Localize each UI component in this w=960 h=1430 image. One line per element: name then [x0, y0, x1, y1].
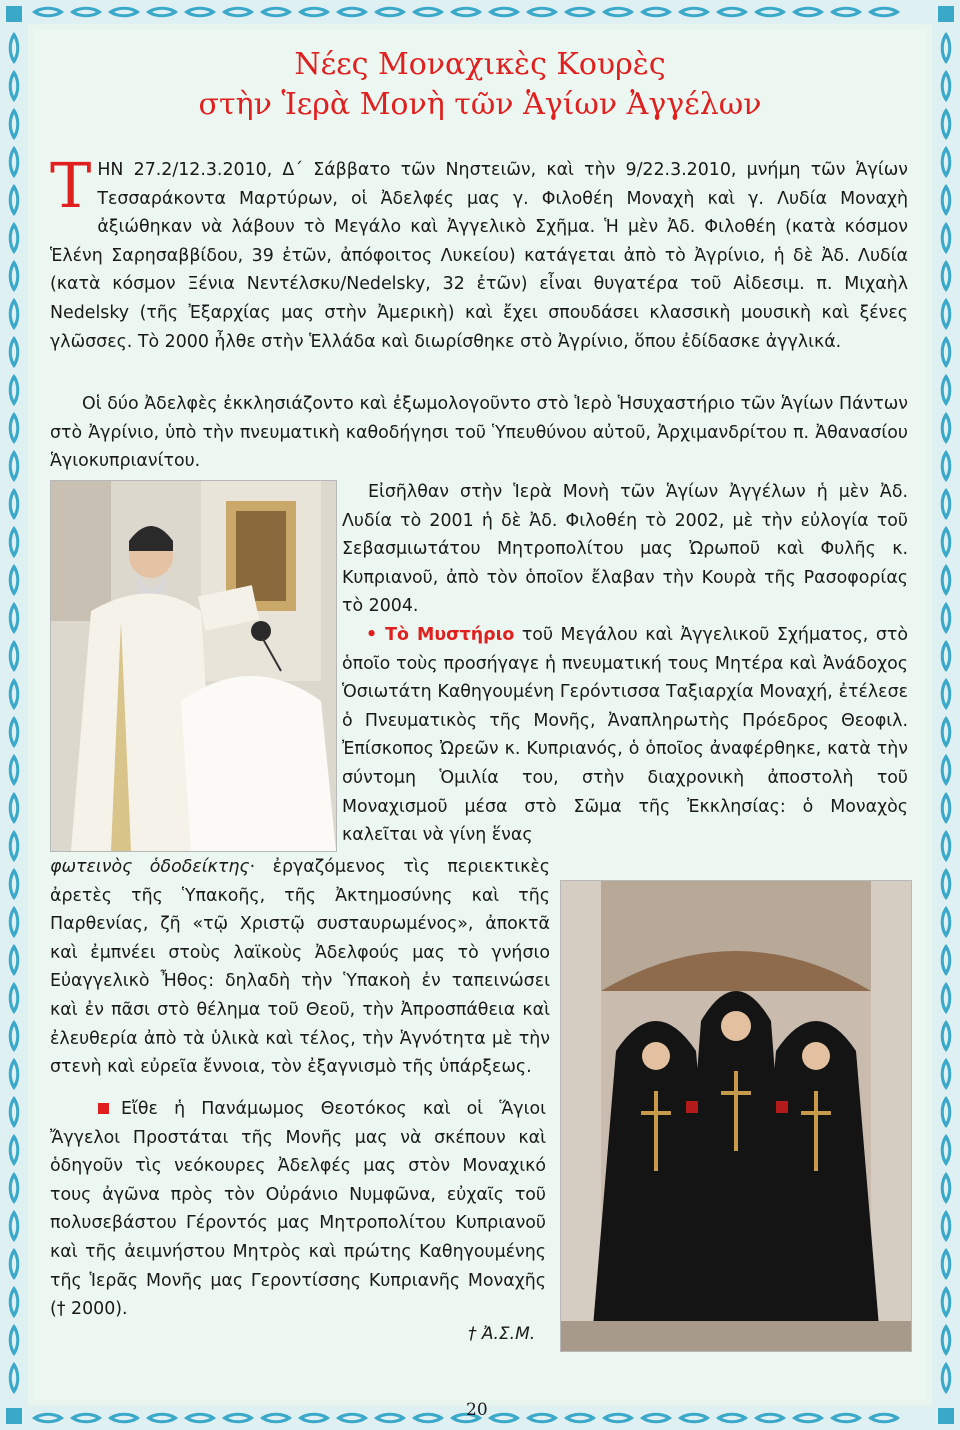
border-ornament-icon [9, 1096, 20, 1128]
tonsure-ceremony-photo [50, 480, 337, 852]
border-ornament-icon [488, 1413, 520, 1424]
border-ornament-icon [941, 298, 952, 330]
border-ornament-icon [941, 944, 952, 976]
paragraph-3: Εἰσῆλθαν στὴν Ἱερὰ Μονὴ τῶν Ἁγίων Ἀγγέλων ἡ μὲν Ἀδ. Λυδία τὸ 2001 ἡ δὲ Ἀδ. Φιλοθέη τὸ 2002, μὲ τὴν εὐλογία τοῦ Σεβασμιωτάτου Μητροπολίτου μας Ὠρωποῦ καὶ Φυλῆς κ. Κυπριανοῦ, ἀπὸ τὸν ὁποῖον ἔλαβαν τὴν Κουρὰ τῆς Ρασοφορίας τὸ 2004. [342, 482, 908, 617]
border-ornament-icon [941, 184, 952, 216]
border-ornament-icon [941, 1248, 952, 1280]
border-ornament-icon [9, 906, 20, 938]
border-ornament-icon [941, 1096, 952, 1128]
border-ornament-icon [941, 1020, 952, 1052]
border-ornament-icon [108, 7, 140, 18]
border-ornament-icon [184, 7, 216, 18]
paragraph-4-part2 [50, 853, 550, 1082]
paragraph-4-continued: · ἐργαζόμενος τὶς περιεκτικὲς ἀρετὲς τῆς Ὑπακοῆς, τῆς Ἀκτημοσύνης καὶ τῆς Παρθενίας, ζῆ «τῷ Χριστῷ συσταυρωμένος», ἀποκτᾶ καὶ ἐμπνέει στοὺς λαϊκοὺς Ἀδελφούς μας τὸ γνήσιο Εὐαγγελικὸ Ἦθος: δηλαδὴ τὴν Ὑπακοὴ ἐν ταπεινώσει καὶ ἐν πᾶσι στὸ θέλημα τοῦ Θεοῦ, τὴν Ἀπροσπάθεια καὶ ἐλευθερία ἀπὸ τὰ ὑλικὰ καὶ τέλος, τὴν Ἁγνότητα μὲ τὴν στενὴ καὶ εὐρεῖα ἔννοια, τὸν ἐξαγνισμὸ τῆς ὑπάρξεως. [50, 857, 550, 1078]
border-ornament-icon [792, 7, 824, 18]
border-ornament-icon [146, 7, 178, 18]
border-ornament-icon [941, 564, 952, 596]
border-ornament-icon [602, 1413, 634, 1424]
border-ornament-icon [754, 1413, 786, 1424]
border-ornament-icon [70, 1413, 102, 1424]
border-ornament-icon [564, 1413, 596, 1424]
border-ornament-icon [941, 146, 952, 178]
border-ornament-icon [9, 146, 20, 178]
paragraph-4-text: τοῦ Μεγάλου καὶ Ἀγγελικοῦ Σχήματος, στὸ ὁποῖο τοὺς προσήγαγε ἡ πνευματική τους Μητέρα καὶ Ἀνάδοχος Ὁσιωτάτη Καθηγουμένη Γερόντισσα Ταξιαρχία Μοναχή, ἐτέλεσε ὁ Πνευματικὸς τῆς Μονῆς, Ἀναπληρωτὴς Πρόεδρος Θεοφιλ. Ἐπίσκοπος Ὠρεῶν κ. Κυπριανός, ὁ ὁποῖος ἀναφέρθηκε, κατὰ τὴν σύντομη Ὁμιλία του, στὴν διαχρονικὴ ἀποστολὴ τοῦ Μοναχισμοῦ μέσα στὸ Σῶμα τῆς Ἐκκλησίας: ὁ Μοναχὸς καλεῖται νὰ γίνη ἕνας [342, 625, 908, 846]
border-ornament-icon [716, 7, 748, 18]
border-ornament-icon [9, 944, 20, 976]
border-ornament-icon [830, 7, 862, 18]
border-ornament-icon [488, 7, 520, 18]
border-ornament-icon [450, 7, 482, 18]
border-ornament-icon [9, 450, 20, 482]
border-ornament-icon [9, 792, 20, 824]
border-ornament-icon [941, 640, 952, 672]
border-ornament-icon [9, 526, 20, 558]
border-ornament-icon [941, 906, 952, 938]
border-ornament-icon [941, 488, 952, 520]
border-ornament-icon [9, 868, 20, 900]
border-ornament-icon [70, 7, 102, 18]
border-ornament-icon [222, 7, 254, 18]
border-ornament-icon [941, 260, 952, 292]
article-title-line2: στὴν Ἱερὰ Μονὴ τῶν Ἁγίων Ἀγγέλων [198, 87, 762, 122]
border-ornament-icon [526, 7, 558, 18]
border-ornament-icon [941, 1058, 952, 1090]
border-ornament-icon [9, 1058, 20, 1090]
mystery-heading: • Τὸ Μυστήριο [366, 625, 515, 645]
border-ornament-icon [941, 1324, 952, 1356]
border-ornament-icon [640, 7, 672, 18]
border-ornament-icon [9, 1362, 20, 1394]
border-ornament-icon [9, 830, 20, 862]
border-ornament-icon [9, 1324, 20, 1356]
border-ornament-icon [564, 7, 596, 18]
paragraph-1-text: ΗΝ 27.2/12.3.2010, Δ΄ Σάββατο τῶν Νηστειῶν, καὶ τὴν 9/22.3.2010, μνήμη τῶν Ἁγίων Τεσσαράκοντα Μαρτύρων, οἱ Ἀδελφές μας γ. Φιλοθέη Μοναχὴ καὶ γ. Λυδία Μοναχὴ ἀξιώθηκαν νὰ λάβουν τὸ Μεγάλο καὶ Ἀγγελικὸ Σχῆμα. Ἡ μὲν Ἀδ. Φιλοθέη (κατὰ κόσμον Ἑλένη Σαρησαββίδου, 39 ἐτῶν, ἀπόφοιτος Λυκείου) κατάγεται ἀπὸ τὸ Ἀγρίνιο, ἡ δὲ Ἀδ. Λυδία (κατὰ κόσμον Ξένια Νεντέλσκυ/Nedelsky, 32 ἐτῶν) εἶναι θυγατέρα τοῦ Αἰδεσιμ. π. Μιχαὴλ Nedelsky (τῆς Ἐξαρχίας μας στὴν Ἀμερικὴ) καὶ ἔχει σπουδάσει κλασσικὴ μουσικὴ καὶ ξένες γλῶσσες. Τὸ 2000 ἦλθε στὴν Ἑλλάδα καὶ διωρίσθηκε στὸ Ἀγρίνιο, ὅπου ἐδίδασκε ἀγγλικά. [50, 160, 908, 352]
border-ornament-icon [941, 222, 952, 254]
border-ornament-icon [941, 792, 952, 824]
border-ornament-icon [792, 1413, 824, 1424]
border-ornament-icon [941, 412, 952, 444]
border-ornament-icon [336, 7, 368, 18]
border-ornament-icon [146, 1413, 178, 1424]
border-ornament-icon [9, 1020, 20, 1052]
article-title-line1: Νέες Μοναχικὲς Κουρὲς [294, 47, 666, 82]
red-square-bullet-icon [98, 1103, 109, 1114]
border-ornament-icon [108, 1413, 140, 1424]
border-ornament-icon [32, 7, 64, 18]
border-ornament-icon [941, 374, 952, 406]
border-ornament-icon [640, 1413, 672, 1424]
border-ornament-icon [868, 1413, 900, 1424]
border-ornament-icon [298, 1413, 330, 1424]
border-ornament-icon [9, 982, 20, 1014]
border-ornament-icon [678, 7, 710, 18]
three-nuns-photo [560, 880, 912, 1352]
border-ornament-icon [941, 830, 952, 862]
border-ornament-icon [9, 374, 20, 406]
border-ornament-icon [336, 1413, 368, 1424]
border-ornament-icon [941, 602, 952, 634]
border-ornament-icon [678, 1413, 710, 1424]
border-ornament-icon [941, 336, 952, 368]
border-ornament-icon [9, 222, 20, 254]
paragraph-4-italic: φωτεινὸς ὁδοδείκτης [50, 857, 250, 877]
border-ornament-icon [298, 7, 330, 18]
border-ornament-icon [184, 1413, 216, 1424]
border-ornament-icon [9, 488, 20, 520]
border-ornament-icon [374, 7, 406, 18]
border-ornament-icon [412, 1413, 444, 1424]
border-ornament-icon [602, 7, 634, 18]
page-number: 20 [466, 1400, 488, 1420]
drop-cap: T [50, 149, 92, 222]
border-ornament-icon [222, 1413, 254, 1424]
border-ornament-icon [9, 754, 20, 786]
border-ornament-icon [941, 1286, 952, 1318]
signature: † Ἀ.Σ.Μ. [468, 1324, 536, 1344]
border-ornament-icon [941, 1134, 952, 1166]
border-ornament-icon [941, 716, 952, 748]
border-ornament-icon [374, 1413, 406, 1424]
border-ornament-icon [941, 754, 952, 786]
border-ornament-icon [9, 602, 20, 634]
border-ornament-icon [941, 526, 952, 558]
border-ornament-icon [9, 1134, 20, 1166]
paragraph-2: Οἱ δύο Ἀδελφὲς ἐκκλησιάζοντο καὶ ἐξωμολογοῦντο στὸ Ἱερὸ Ἡσυχαστήριο τῶν Ἁγίων Πάντων στὸ Ἀγρίνιο, ὑπὸ τὴν πνευματικὴ καθοδήγησι τοῦ Ὑπευθύνου αὐτοῦ, Ἀρχιμανδρίτου π. Ἀθανασίου Ἁγιοκυπριανίτου. [50, 394, 908, 472]
border-ornament-icon [260, 7, 292, 18]
border-ornament-icon [941, 1210, 952, 1242]
border-ornament-icon [9, 564, 20, 596]
border-ornament-icon [9, 412, 20, 444]
border-ornament-icon [526, 1413, 558, 1424]
border-ornament-icon [32, 1413, 64, 1424]
border-ornament-icon [9, 678, 20, 710]
border-ornament-icon [941, 982, 952, 1014]
border-ornament-icon [941, 1172, 952, 1204]
paragraph-1 [50, 149, 908, 356]
border-ornament-icon [260, 1413, 292, 1424]
border-ornament-icon [716, 1413, 748, 1424]
border-ornament-icon [412, 7, 444, 18]
border-ornament-icon [9, 1286, 20, 1318]
border-ornament-icon [9, 716, 20, 748]
border-ornament-icon [9, 184, 20, 216]
border-ornament-icon [9, 640, 20, 672]
paragraph-5-text: Εἴθε ἡ Πανάμωμος Θεοτόκος καὶ οἱ Ἅγιοι Ἄγγελοι Προστάται τῆς Μονῆς μας νὰ σκέπουν καὶ ὁδηγοῦν τὶς νεόκουρες Ἀδελφές μας στὸν Μοναχικό τους ἀγῶνα πρὸς τὸν Οὐράνιο Νυμφῶνα, εὐχαῖς τοῦ πολυσεβάστου Γέροντός μας Μητροπολίτου Κυπριανοῦ καὶ τῆς ἀειμνήστου Μητρὸς καὶ πρώτης Καθηγουμένης τῆς Ἱερᾶς Μονῆς μας Γεροντίσσης Κυπριανῆς Μοναχῆς († 2000). [50, 1099, 546, 1320]
border-ornament-icon [9, 1210, 20, 1242]
border-ornament-icon [941, 1362, 952, 1394]
border-ornament-icon [9, 1248, 20, 1280]
border-ornament-icon [754, 7, 786, 18]
paragraph-4-part1 [342, 621, 908, 850]
border-ornament-icon [868, 7, 900, 18]
border-ornament-icon [9, 298, 20, 330]
border-ornament-icon [941, 450, 952, 482]
border-ornament-icon [941, 868, 952, 900]
border-ornament-icon [9, 336, 20, 368]
border-ornament-icon [941, 678, 952, 710]
paragraph-5 [50, 1095, 546, 1324]
border-ornament-icon [9, 260, 20, 292]
border-ornament-icon [9, 1172, 20, 1204]
border-ornament-icon [830, 1413, 862, 1424]
